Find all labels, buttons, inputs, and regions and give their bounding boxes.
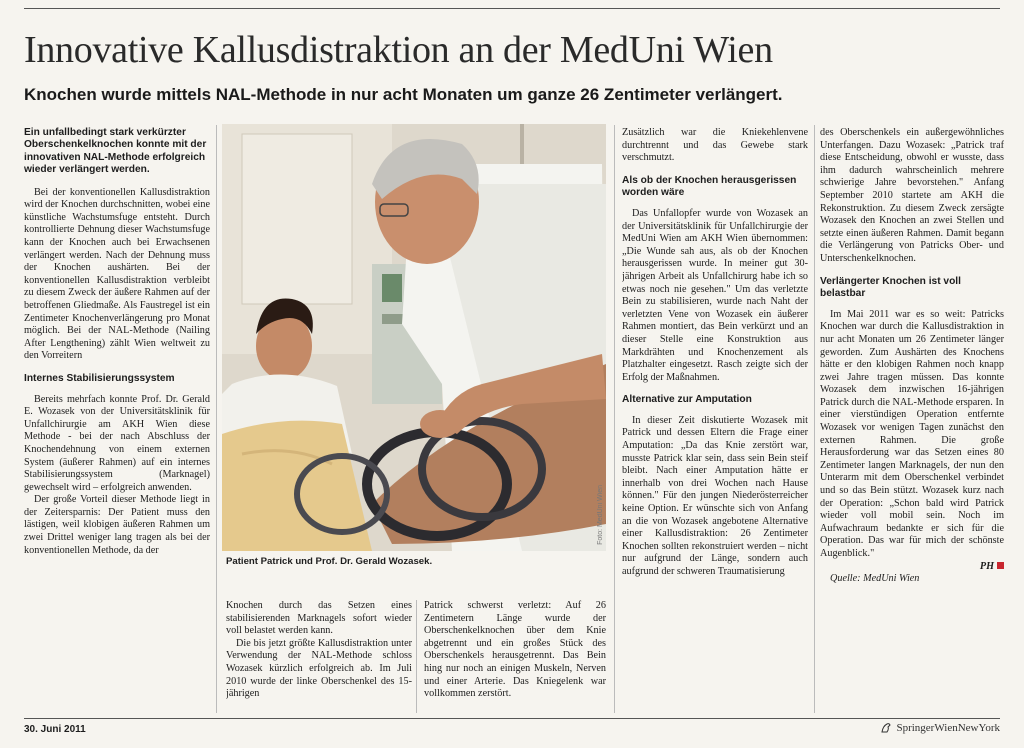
section-heading: Als ob der Knochen herausgerissen worden wäre: [622, 174, 797, 199]
paragraph: Patrick schwerst verletzt: Auf 26 Zentimetern Länge wurde der Oberschenkelknochen über dem Knie abgetrennt und ein großes Stück des Oberschenkels herausgetrennt. Das Bein hing nur noch an einigen Muskeln, Nerven und einer Arterie. Das Kniegelenk war vollkommen zerstört.: [424, 600, 606, 700]
lead-paragraph: Ein unfallbedingt stark verkürzter Oberschenkelknochen konnte mit der innovativen NAL-Methode erfolgreich wieder verlängert werden.: [24, 127, 207, 176]
headline: Innovative Kallusdistraktion an der MedUni Wien: [24, 29, 773, 71]
photo-illustration: [222, 124, 606, 551]
column-5: [820, 127, 1004, 713]
column-divider: [216, 125, 217, 713]
column-divider: [416, 600, 417, 713]
paragraph: Bei der konventionellen Kallusdistraktion wird der Knochen durchschnitten, wobei eine künstliche Wachstumsfuge entsteht. Durch kontrollierte Dehnung dieser Wachstumsfuge kann der Knochen auch bei Erwachsenen verlängert werden. Nach der Dehnung muss der Knochen aushärten. Bei der konventionellen Kallusdistraktion verbleibt zu diesem Zweck der äußere Rahmen auf der betroffenen Gliedmaße. Als Faustregel ist ein Zentimeter Knochenverlängerung pro Monat möglich. Bei der NAL-Methode (Nailing After Lengthening) zählt Wien weltweit zu den Vorreitern: [24, 186, 210, 362]
column-4: [622, 127, 808, 713]
paragraph: Bereits mehrfach konnte Prof. Dr. Gerald E. Wozasek von der Universitätsklinik für Unfallchirurgie am AKH Wien diese Methode - bei der nach Abschluss der Knochendehnung von einem externen System (äußerer Rahmen) auf ein internes Stabilisierungssystem (Marknagel) gewechselt wird – erfolgreich anwenden.: [24, 393, 210, 493]
publisher-brand: [880, 722, 1000, 734]
end-mark-icon: [997, 562, 1004, 569]
source-line: Quelle: MedUni Wien: [830, 573, 920, 585]
footer-rule: [24, 718, 1000, 719]
paragraph: Knochen durch das Setzen eines stabilisierenden Marknagels sofort wieder voll belastet werden kann.: [226, 600, 412, 637]
photo-caption: Patient Patrick und Prof. Dr. Gerald Wozasek.: [226, 556, 433, 567]
column-3: [424, 600, 606, 714]
top-rule: [24, 8, 1000, 9]
footer-date: 30. Juni 2011: [24, 724, 86, 735]
section-heading: Internes Stabilisierungssystem: [24, 372, 175, 384]
signature-line: [820, 561, 1004, 574]
paragraph: In dieser Zeit diskutierte Wozasek mit Patrick und dessen Eltern die Frage einer Amputation: „Da das Knie zerstört war, musste Patrick klar sein, dass sein Bein steif bleibt. Nach einer Amputation hätte er innerhalb von drei Wochen nach Hause können." Für den jungen Niederösterreicher keine Option. Er wünschte sich von Anfang an die von Wozasek angebotene Alternative einer Kallusdistraktion: 26 Zentimeter Knochen sollten rekonstruiert werden – nicht nur aufgrund der Länge, sondern auch aufgrund der schweren Traumatisierung: [622, 414, 808, 577]
paragraph: Die bis jetzt größte Kallusdistraktion unter Verwendung der NAL-Methode schloss Wozasek kürzlich erfolgreich ab. Im Juli 2010 wurde der linke Oberschenkel des 15-jährigen: [226, 637, 412, 700]
column-divider: [614, 125, 615, 713]
column-2: [226, 600, 412, 714]
paragraph: des Oberschenkels ein außergewöhnliches Unterfangen. Dazu Wozasek: „Patrick traf diese Entscheidung, obwohl er wusste, dass ihm dadurch wahrscheinlich mehrere schwierige Jahre bevorstehen." Anfang September 2010 startete am AKH die Rekonstruktion. Zu diesem Zweck zersägte Wozasek den Knochen an zwei Stellen und setzte einen äußeren Rahmen. Damit begann die Verlängerung von Patricks Ober- und Unterschenkelknochen.: [820, 127, 1004, 264]
column-1: [24, 127, 210, 713]
paragraph: Zusätzlich war die Kniekehlenvene durchtrennt und das Gewebe stark verschmutzt.: [622, 127, 808, 164]
author-signature: PH: [979, 560, 994, 572]
photo-credit: Foto: MedUni Wien: [597, 485, 604, 545]
subheadline: Knochen wurde mittels NAL-Methode in nur acht Monaten um ganze 26 Zentimeter verlängert.: [24, 85, 783, 104]
section-heading: Alternative zur Amputation: [622, 394, 752, 406]
article-photo: [222, 124, 606, 551]
column-divider: [814, 125, 815, 713]
paragraph: Im Mai 2011 war es so weit: Patricks Knochen war durch die Kallusdistraktion in nur acht Monaten um 26 Zentimeter länger geworden. Zum Aushärten des Knochens hätte er den klobigen Rahmen noch knapp zwei Jahre tragen müssen. Das konnte Wozasek dem inzwischen 16-jährigen Patrick durch die NAL-Methode ersparen. In einer vierstündigen Operation entfernte Wozasek vor wenigen Tagen zunächst den externen Rahmen. Die große Herausforderung war das Setzen eines 80 Zentimeter langen Marknagels, der nun den Unterarm mit dem Oberschenkel verbindet und so das Bein stützt. Wozasek kurz nach der Operation: „Schon bald wird Patrick wieder voll mobil sein. Noch im Aufwachraum bedankte er sich für die Operation. Das war für mich der schönste Augenblick.": [820, 308, 1004, 559]
section-heading: Verlängerter Knochen ist voll belastbar: [820, 275, 961, 300]
publisher-name: SpringerWienNewYork: [896, 722, 1000, 734]
springer-horse-icon: [880, 722, 892, 734]
paragraph: Der große Vorteil dieser Methode liegt in der Zeitersparnis: Der Patient muss den lästigen, weil klobigen äußeren Rahmen um zwei Drittel weniger lang tragen als bei der konventionellen Methode, da der: [24, 494, 210, 556]
paragraph: Das Unfallopfer wurde von Wozasek an der Universitätsklinik für Unfallchirurgie der MedUni Wien am AKH Wien übernommen: „Die Wunde sah aus, als ob der Knochen herausgerissen wurde. In meiner gut 30-jährigen Arbeit als Unfallchirurg habe ich so etwas noch nie gesehen." Um das verletzte Bein zu stabilisieren, wurde nach Naht der verletzten Vene von Wozasek ein äußerer Rahmen montiert, das Bein verkürzt und an dieser Stelle eine Konstruktion aus Markdrähten und Knochenzement als Platzhalter eingesetzt. Rasch zeigte sich der Erfolg der Maßnahmen.: [622, 207, 808, 383]
